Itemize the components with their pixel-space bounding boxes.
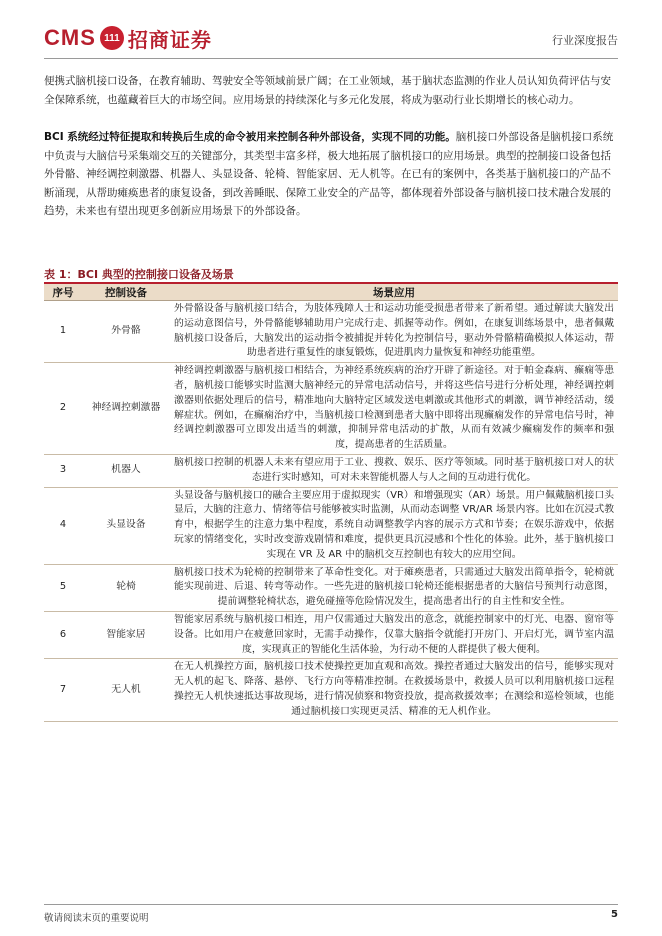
row-num: 5 — [44, 564, 82, 611]
disclaimer-note: 敬请阅读末页的重要说明 — [44, 913, 149, 924]
row-num: 1 — [44, 301, 82, 363]
logo-latin-text: CMS — [44, 25, 96, 50]
header-device: 控制设备 — [82, 283, 170, 301]
row-device: 神经调控刺激器 — [82, 363, 170, 455]
row-description: 外骨骼设备与脑机接口结合，为肢体残障人士和运动功能受损患者带来了新希望。通过解读大脑发出的运动意图信号，外骨骼能够辅助用户完成行走、抓握等动作。例如，在康复训练场景中，患者佩戴脑机接口设备后，大脑发出的运动指令被捕捉并转化为控制信号，驱动外骨骼精确模拟人体运动，帮助患者进行重复性的康复锻炼，促进肌肉力量恢复和神经功能重塑。 — [170, 301, 618, 363]
report-type-label: 行业深度报告 — [552, 34, 618, 47]
table-row — [44, 487, 618, 564]
control-device-table — [44, 282, 618, 722]
row-num: 4 — [44, 487, 82, 564]
table-row — [44, 363, 618, 455]
table-row — [44, 454, 618, 487]
table-row — [44, 659, 618, 721]
row-description: 脑机接口技术为轮椅的控制带来了革命性变化。对于瘫痪患者，只需通过大脑发出简单指令，轮椅就能实现前进、后退、转弯等动作。一些先进的脑机接口轮椅还能根据患者的大脑信号预判行动意图，提前调整轮椅状态，避免碰撞等危险情况发生，提高患者出行的自主性和安全性。 — [170, 564, 618, 611]
row-description: 神经调控刺激器与脑机接口相结合，为神经系统疾病的治疗开辟了新途径。对于帕金森病、癫痫等患者，脑机接口能够实时监测大脑神经元的异常电活动信号，并将这些信号进行分析处理，神经调控刺激器则依据处理后的信号，精准地向大脑特定区域发送电刺激或其他形式的刺激，调节神经活动，缓解症状。例如，在癫痫治疗中，当脑机接口检测到患者大脑中即将出现癫痫发作的异常电信号时，神经调控刺激器可立即发出适当的刺激，抑制异常电活动的扩散，从而有效减少癫痫发作的频率和强度，提高患者的生活质量。 — [170, 363, 618, 455]
row-device: 轮椅 — [82, 564, 170, 611]
row-device: 头显设备 — [82, 487, 170, 564]
paragraph-lead-sentence: BCI 系统经过特征提取和转换后生成的命令被用来控制各种外部设备，实现不同的功能。 — [44, 131, 456, 143]
table-row — [44, 611, 618, 658]
row-description: 智能家居系统与脑机接口相连，用户仅需通过大脑发出的意念，就能控制家中的灯光、电器、窗帘等设备。比如用户在疲惫回家时，无需手动操作，仅靠大脑指令就能打开房门、开启灯光，调节室内温度，实现真正的智能化生活体验，为行动不便的人群提供了极大便利。 — [170, 611, 618, 658]
header-num: 序号 — [44, 283, 82, 301]
company-logo — [44, 22, 212, 54]
row-num: 6 — [44, 611, 82, 658]
header-divider — [44, 58, 618, 59]
table-header-row — [44, 283, 618, 301]
row-device: 外骨骼 — [82, 301, 170, 363]
row-device: 无人机 — [82, 659, 170, 721]
row-description: 头显设备与脑机接口的融合主要应用于虚拟现实（VR）和增强现实（AR）场景。用户佩戴脑机接口头显后，大脑的注意力、情绪等信号能够被实时监测，从而动态调整 VR/AR 场景内容。比如在沉浸式教育中，根据学生的注意力集中程度，系统自动调整教学内容的展示方式和节奏；在娱乐游戏中，依据玩家的情绪变化，实时改变游戏剧情和难度，提供更具沉浸感和个性化的体验。此外，基于脑机接口实现在 VR 及 AR 中的脑机交互控制也有较大的应用空间。 — [170, 487, 618, 564]
row-device: 智能家居 — [82, 611, 170, 658]
page-number: 5 — [611, 909, 618, 920]
table-row — [44, 564, 618, 611]
row-num: 3 — [44, 454, 82, 487]
table-row — [44, 301, 618, 363]
table-title: 表 1：BCI 典型的控制接口设备及场景 — [44, 268, 234, 281]
logo-badge-icon: 111 — [100, 26, 124, 50]
footer-divider — [44, 904, 618, 905]
row-num: 2 — [44, 363, 82, 455]
bci-control-paragraph — [44, 128, 618, 221]
row-description: 在无人机操控方面，脑机接口技术使操控更加直观和高效。操控者通过大脑发出的信号，能够实现对无人机的起飞、降落、悬停、飞行方向等精准控制。在救援场景中，救援人员可以利用脑机接口远程操控无人机快速抵达事故现场，进行情况侦察和物资投放，提高救援效率；在测绘和巡检领域，也能通过脑机接口实现更灵活、精准的无人机作业。 — [170, 659, 618, 721]
row-num: 7 — [44, 659, 82, 721]
header-scene: 场景应用 — [170, 283, 618, 301]
intro-paragraph: 便携式脑机接口设备，在教育辅助、驾驶安全等领域前景广阔；在工业领域，基于脑状态监测的作业人员认知负荷评估与安全保障系统，也蕴藏着巨大的市场空间。应用场景的持续深化与多元化发展，将成为驱动行业长期增长的核心动力。 — [44, 75, 611, 106]
row-description: 脑机接口控制的机器人未来有望应用于工业、搜救、娱乐、医疗等领域。同时基于脑机接口对人的状态进行实时感知，可对未来智能机器人与人之间的互动进行优化。 — [170, 454, 618, 487]
logo-chinese-text: 招商证券 — [127, 27, 212, 52]
paragraph-body-text: 脑机接口外部设备是脑机接口系统中负责与大脑信号采集端交互的关键部分，其类型丰富多样，极大地拓展了脑机接口的应用场景。典型的控制接口设备包括外骨骼、神经调控刺激器、机器人、头显设备、轮椅、智能家居、无人机等。在已有的案例中，各类基于脑机接口的产品不断涌现，从帮助瘫痪患者的康复设备，到改善睡眠、保障工业安全的产品等，都体现着外部设备与脑机接口技术融合发展的趋势，未来也有望出现更多创新应用场景下的外部设备。 — [44, 131, 614, 218]
page-header — [44, 22, 618, 58]
row-device: 机器人 — [82, 454, 170, 487]
